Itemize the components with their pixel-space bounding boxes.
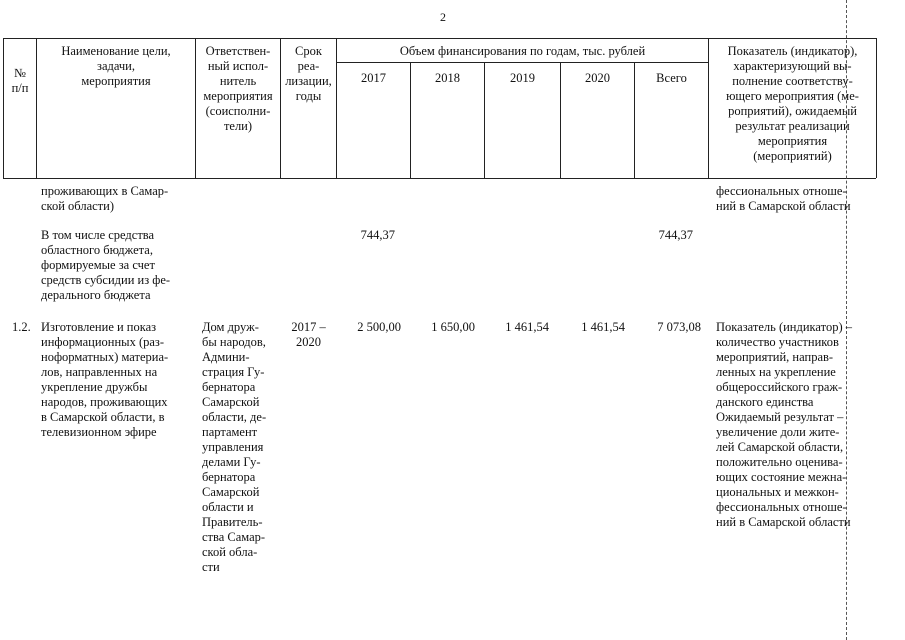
header-financing: Объем финансирования по годам, тыс. рублей — [399, 44, 646, 58]
header-year-2018: 2018 — [435, 71, 460, 85]
row-executor: Дом друж- бы народов, Админи- страция Гу- бернатора Самарской области, де- партамент управления делами Гу- бернатора Самарской области и Правитель- ства Самар- ской обла- сти — [202, 320, 267, 574]
row-2020: 1 461,54 — [581, 320, 625, 334]
header-year-2020: 2020 — [585, 71, 610, 85]
header-term: Срок реа- лизации, годы — [285, 44, 332, 103]
header-year-2019: 2019 — [510, 71, 535, 85]
federal-subsidy-2017: 744,37 — [360, 228, 395, 242]
header-year-2017: 2017 — [361, 71, 386, 85]
header-executor: Ответствен- ный испол- нитель мероприятия (соисполни- тели) — [203, 44, 273, 133]
header-indicator: Показатель (индикатор), характеризующий вы- полнение соответству- ющего мероприятия (ме- роприятий), ожидаемый результат реализации мероприятия (мероприятий) — [726, 44, 859, 163]
row-name: Изготовление и показ информационных (раз- ноформатных) материа- лов, направленных на укрепление дружбы народов, проживающих в Самарской области, в телевизионном эфире — [41, 320, 169, 439]
page-number: 2 — [440, 10, 446, 24]
row-2018: 1 650,00 — [431, 320, 475, 334]
header-number: № п/п — [11, 66, 29, 95]
row-total: 7 073,08 — [657, 320, 701, 334]
federal-subsidy-total: 744,37 — [658, 228, 693, 242]
header-name: Наименование цели, задачи, мероприятия — [61, 44, 171, 88]
header-total: Всего — [656, 71, 687, 85]
federal-subsidy-name: В том числе средства областного бюджета, формируемые за счет средств субсидии из фе- дерального бюджета — [41, 228, 171, 302]
continued-name: проживающих в Самар- ской области) — [41, 184, 169, 213]
row-2017: 2 500,00 — [357, 320, 401, 334]
row-indicator: Показатель (индикатор) – количество участников мероприятий, направ- ленных на укрепление общероссийского граж- данского единства Ожидаемый результат – увеличение доли жите- лей Самарской области, положительно оценива- ющих состояние межна- циональных и межкон- фессиональных отноше- ний в Самарской области — [716, 320, 852, 529]
row-2019: 1 461,54 — [505, 320, 549, 334]
continued-indicator: фессиональных отноше- ний в Самарской области — [716, 184, 851, 213]
row-number: 1.2. — [12, 320, 31, 334]
row-term: 2017 – 2020 — [291, 320, 326, 349]
